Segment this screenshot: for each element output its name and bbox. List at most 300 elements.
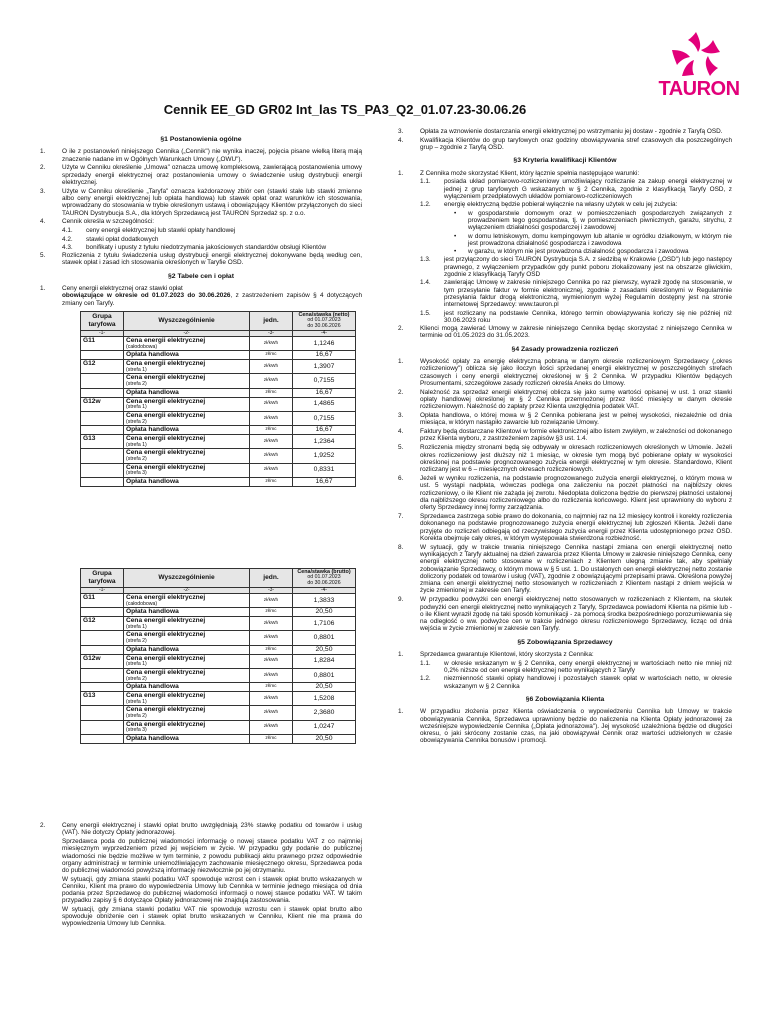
tariff-group: G12 [81, 360, 124, 374]
list-item [40, 822, 362, 837]
row-description [124, 720, 250, 734]
row-unit: zł/mc [250, 426, 293, 435]
bullet-text: w garażu, w którym nie jest prowadzona działalność gospodarcza i zawodowa [468, 248, 689, 256]
bullet-text: w gospodarstwie domowym oraz w pomieszczeniach gospodarczych związanych z prowadzeniem tego gospodarstwa, tj. w pomieszczeniach piwnicznych, garażu, strychu, z wyłączeniem działalności gospodarczej i zawodowej [468, 209, 732, 232]
row-name: Cena energii elektrycznej [126, 449, 206, 457]
table-row [81, 477, 356, 486]
column-index: -1- [81, 587, 124, 594]
period-to: do 30.06.2026 [307, 579, 341, 586]
row-unit: zł/kWh [250, 374, 293, 388]
row-value: 0,7155 [293, 374, 356, 388]
item-number: 3. [398, 128, 404, 135]
sub-item [62, 236, 362, 243]
row-note: (całodobowa) [126, 343, 158, 350]
sub-text: niezmienność stawki opłaty handlowej i pozostałych stawek opłat w wartościach netto, w okresie wskazanym w § 2 Cennika [444, 675, 732, 690]
col-header-price [293, 569, 356, 588]
row-value: 20,50 [293, 645, 356, 654]
tariff-group [81, 351, 124, 360]
sub-item [420, 256, 732, 278]
column-index: -1- [81, 330, 124, 337]
row-description [124, 463, 250, 477]
tariff-group [81, 720, 124, 734]
row-unit: zł/kWh [250, 594, 293, 608]
item-text: Z Cennika może skorzystać Klient, który łącznie spełnia następujące warunki: [420, 169, 640, 177]
tariff-group: G13 [81, 434, 124, 448]
row-description [124, 351, 250, 360]
column-index: -3- [250, 330, 293, 337]
row-value: 16,67 [293, 351, 356, 360]
item-number: 2. [398, 325, 404, 333]
column-index: -4- [293, 330, 356, 337]
row-description [124, 477, 250, 486]
list-item [398, 428, 732, 443]
col-header-unit: jedn. [250, 311, 293, 330]
list-item [398, 170, 732, 177]
sub-item [420, 675, 732, 690]
row-description [124, 594, 250, 608]
table-row [81, 463, 356, 477]
row-unit: zł/mc [250, 683, 293, 692]
row-description [124, 706, 250, 720]
item-number: 2. [398, 388, 404, 396]
row-description [124, 645, 250, 654]
row-name: Cena energii elektrycznej [126, 617, 206, 625]
row-unit: zł/kWh [250, 360, 293, 374]
row-name: Cena energii elektrycznej [126, 668, 206, 676]
row-unit: zł/kWh [250, 449, 293, 463]
row-unit: zł/kWh [250, 706, 293, 720]
sub-number: 1.2. [420, 675, 431, 683]
row-unit: zł/kWh [250, 337, 293, 351]
column-index: -2- [124, 330, 250, 337]
section-3-heading: §3 Kryteria kwalifikacji Klientów [513, 157, 617, 165]
list-item [40, 148, 362, 163]
table-row [81, 631, 356, 645]
sub-number: 1.1. [420, 659, 431, 667]
item-number: 7. [398, 512, 404, 520]
price-header-label: Cena/stawka (netto) [298, 311, 350, 318]
row-name: Opłata handlowa [126, 608, 179, 616]
price-header-label: Cena/stawka (brutto) [297, 569, 351, 575]
item-text: Sprzedawca gwarantuje Klientowi, który skorzysta z Cennika: [420, 651, 594, 658]
row-note: (strefa 1) [126, 404, 147, 411]
item-text: W sytuacji, gdy w trakcie trwania niniejszego Cennika nastąpi zmiana cen energii elektrycznej netto wynikających z Taryfy aktualnej na dzień zawarcia przez Klienta Umowy w zakresie niniejszego Cennika, ceny energii elektrycznej netto stosowane w rozliczeniach z Klientem ulegną zmianie tak, aby spełniały zobowiązanie Sprzedawcy, o którym mowa w § 5 ust. 1. Do ustalonych cen energii elektrycznej netto zostanie doliczony podatek od towarów i usług (VAT), zgodnie z obowiązującymi przepisami prawa. Określona powyżej zmiana cen energii elektrycznej netto stosowanych w rozliczeniach z Klientem nastąpi z dniem wejścia w życie zmienionej w zakresie cen Taryfy. [420, 543, 732, 595]
left-column [40, 130, 362, 487]
table-row [81, 374, 356, 388]
tariff-group [81, 668, 124, 682]
logo-text: TAURON [658, 78, 740, 100]
tariff-group [81, 645, 124, 654]
row-description [124, 411, 250, 425]
item-text: Opłata za wznowienie dostarczania energii elektrycznej po wstrzymaniu jej dostaw - zgodnie z Taryfą OSD. [420, 128, 723, 135]
list-item [398, 412, 732, 427]
row-name: Cena energii elektrycznej [126, 691, 206, 699]
row-value: 1,2364 [293, 434, 356, 448]
row-unit: zł/kWh [250, 691, 293, 705]
list-item [398, 651, 732, 658]
item-number: 1. [40, 285, 46, 293]
paragraph: W sytuacji, gdy zmiana stawki podatku VAT nie spowoduje wzrostu cen i stawek opłat brutto albo spowoduje obniżenie cen i stawek opłat brutto wskazanych w Cenniku, Klient nie ma prawa do wypowiedzenia Umowy lub Cennika. [62, 905, 362, 928]
row-name: Cena energii elektrycznej [126, 397, 206, 405]
item-number: 3. [398, 412, 404, 420]
row-unit: zł/mc [250, 608, 293, 617]
sub-number: 4.1. [62, 227, 73, 235]
column-index: -3- [250, 587, 293, 594]
row-name: Opłata handlowa [126, 645, 179, 653]
row-unit: zł/kWh [250, 397, 293, 411]
list-item [398, 389, 732, 411]
page-title: Cennik EE_GD GR02 Int_las TS_PA3_Q2_01.07.23-30.06.26 [163, 102, 527, 117]
row-note: (strefa 1) [126, 366, 147, 373]
row-note: (strefa 2) [126, 418, 147, 425]
left-column-brutto [40, 564, 362, 744]
row-description [124, 683, 250, 692]
table-header-row [81, 311, 356, 330]
item-text: Należność za sprzedaż energii elektrycznej oblicza się jako sumę wartości opisanej w ust. 1 oraz stawki opłaty handlowej określonej w § 2 Cennika przemnożonej przez ilość miesięcy w danym okresie rozliczeniowym. Należność do zapłaty przez Klienta uwzględnia podatek VAT. [420, 388, 732, 411]
row-unit: zł/kWh [250, 434, 293, 448]
tariff-group [81, 734, 124, 743]
item-text [62, 285, 362, 307]
row-note: (strefa 2) [126, 456, 147, 462]
table-row [81, 337, 356, 351]
table-row [81, 351, 356, 360]
row-note: (strefa 2) [126, 638, 147, 645]
row-value: 16,67 [293, 426, 356, 435]
col-header-spec: Wyszczególnienie [124, 311, 250, 330]
row-name: Cena energii elektrycznej [126, 594, 206, 602]
sub-item [62, 227, 362, 234]
item-number: 5. [40, 252, 46, 260]
section-2-heading: §2 Tabele cen i opłat [168, 272, 234, 280]
row-name: Cena energii elektrycznej [126, 434, 206, 442]
row-name: Opłata handlowa [126, 477, 179, 485]
list-item [398, 544, 732, 595]
sub-text: zawierając Umowę w zakresie niniejszego Cennika po raz pierwszy, wyraził zgodę na stosowanie, w tym przesyłanie faktur w formie elektronicznej, zgodnie z zasadami określonymi w Regulaminie przesyłania faktur drogą elektroniczną, wymienionym wyżej Regulamin dostępny jest na stronie internetowej Sprzedawcy: www.tauron.pl [444, 279, 732, 309]
tauron-star-icon [670, 30, 722, 78]
item-text-a: Ceny energii elektrycznej oraz stawki opłat [62, 285, 183, 293]
item-number: 1. [398, 358, 404, 366]
tariff-group: G11 [81, 337, 124, 351]
list-item [40, 252, 362, 267]
table-row [81, 397, 356, 411]
row-unit: zł/mc [250, 645, 293, 654]
item-number: 2. [40, 164, 46, 172]
sub-number: 1.5. [420, 309, 431, 317]
item-text: W przypadku podwyżki cen energii elektrycznej netto stosowanych w rozliczeniach z Klientem, na skutek podwyżki cen energii elektrycznej netto wynikających z Taryfy, Sprzedawca powiadomi Klienta na piśmie lub - o ile Klient wyraził zgodę na taki sposób komunikacji - za pomocą środka bezpośredniego porozumiewania się na odległość o ww. podwyżce cen w trakcie jednego okresu rozliczeniowego Sprzedawcy, licząc od dnia wejścia w życie zmienionej w zakresie cen Taryfy. [420, 596, 732, 633]
row-description [124, 617, 250, 631]
item-number: 2. [40, 822, 46, 829]
table-row [81, 449, 356, 463]
list-item [398, 325, 732, 340]
sub-text: w okresie wskazanym w § 2 Cennika, ceny energii elektrycznej w wartościach netto nie mniej niż 0,2% niższe od cen energii elektrycznej netto wynikających z Taryfy [444, 659, 732, 675]
row-value: 1,5208 [293, 691, 356, 705]
row-name: Opłata handlowa [126, 426, 179, 434]
row-name: Cena energii elektrycznej [126, 360, 206, 368]
list-item [40, 218, 362, 225]
row-value: 1,0247 [293, 720, 356, 734]
item-number: 8. [398, 543, 404, 551]
row-unit: zł/kWh [250, 720, 293, 734]
sub-number: 4.2. [62, 235, 73, 243]
bullet-item [454, 233, 732, 248]
section-1-heading: §1 Postanowienia ogólne [160, 136, 242, 143]
row-name: Cena energii elektrycznej [126, 654, 206, 662]
tariff-group [81, 608, 124, 617]
row-note: (strefa 3) [126, 727, 147, 734]
col-header-group: Grupa taryfowa [81, 569, 124, 588]
row-unit: zł/kWh [250, 411, 293, 425]
bullet-icon: • [454, 209, 457, 217]
item-number: 9. [398, 596, 404, 604]
paragraph: W sytuacji, gdy zmiana stawki podatku VAT spowoduje wzrost cen i stawek opłat brutto wskazanych w Cenniku, Klient ma prawo do wypowiedzenia Umowy lub Cennika w terminie jednego miesiąca od dnia podania przez Sprzedawcę do publicznej wiadomości informacji o nowej stawce podatku VAT. W takim przypadku zapisy § 6 dotyczące Opłaty jednorazowej nie znajdują zastosowania. [62, 875, 362, 905]
list-item [398, 708, 732, 744]
item-text: Kwalifikacja Klientów do grup taryfowych oraz godziny obowiązywania stref czasowych dla poszczególnych grup – zgodnie z Taryfą OSD. [420, 136, 732, 152]
item-number: 4. [398, 136, 404, 144]
tariff-group: G11 [81, 594, 124, 608]
bullet-item [454, 248, 732, 255]
tariff-group [81, 374, 124, 388]
row-description [124, 691, 250, 705]
row-value: 0,8801 [293, 668, 356, 682]
table-row [81, 645, 356, 654]
tariff-group: G12w [81, 654, 124, 668]
item-text: Wysokość opłaty za energię elektryczną pobraną w danym okresie rozliczeniowym Sprzedawcy („okres rozliczeniowy") oblicza się jako iloczyn ilości sprzedanej energii elektrycznej w poszczególnych strefach czasowych i ceny energii elektrycznej określonej w § 2 Cennika. W przypadku Klientów będących Prosumentami, szczegółowe zasady rozliczeń określa Aneks do Umowy. [420, 358, 732, 387]
list-item [40, 188, 362, 217]
item-text-c: , z zastrzeżeniem zapisów § 4 dotyczących zmiany cen Taryfy. [62, 292, 363, 307]
left-column-bottom [40, 822, 362, 929]
row-description [124, 397, 250, 411]
tariff-group [81, 631, 124, 645]
item-text: Użyte w Cenniku określenie „Umowa" oznacza umowę kompleksową, zawierającą postanowienia umowy sprzedaży energii elektrycznej oraz postanowienia umowy o świadczenie usług dystrybucji energii elektrycznej. [62, 164, 362, 186]
row-name: Cena energii elektrycznej [126, 720, 206, 728]
list-item [398, 444, 732, 473]
item-text: Ceny energii elektrycznej i stawki opłat brutto uwzględniają 23% stawkę podatku od towarów i usług (VAT). Nie dotyczy Opłaty jednorazowej. [62, 822, 362, 837]
paragraph: Sprzedawca poda do publicznej wiadomości informację o nowej stawce podatku VAT z co najmniej miesięcznym wyprzedzeniem przed jej wejściem w życie. W przypadku gdy podanie do publicznej wiadomości nie będzie możliwe w tym terminie, z powodu publikacji aktu prawnego przez odpowiednie organy administracji w terminie uniemożliwiającym zachowanie miesięcznego okresu, Sprzedawca poda do publicznej wiadomości powyższą informację niezwłocznie po jej otrzymaniu. [62, 838, 362, 875]
table-row [81, 411, 356, 425]
row-value: 20,50 [293, 734, 356, 743]
row-unit: zł/kWh [250, 631, 293, 645]
item-number: 4. [40, 218, 46, 226]
table-row [81, 691, 356, 705]
row-note: (strefa 1) [126, 441, 147, 448]
table-row [81, 594, 356, 608]
row-unit: zł/kWh [250, 668, 293, 682]
sub-text: jest rozliczany na podstawie Cennika, którego termin obowiązywania kończy się nie później niż 30.06.2023 roku [444, 309, 732, 324]
row-unit: zł/kWh [250, 617, 293, 631]
sub-item [420, 310, 732, 325]
tariff-group: G13 [81, 691, 124, 705]
section-4-heading: §4 Zasady prowadzenia rozliczeń [511, 345, 619, 353]
row-description [124, 608, 250, 617]
row-note: (strefa 3) [126, 470, 147, 477]
row-value: 16,67 [293, 388, 356, 397]
row-value: 1,3833 [293, 594, 356, 608]
row-value: 0,8331 [293, 463, 356, 477]
sub-text: stawki opłat dodatkowych [86, 235, 159, 243]
item-number: 5. [398, 444, 404, 452]
tariff-group [81, 426, 124, 435]
tariff-group: G12 [81, 617, 124, 631]
row-value: 2,3680 [293, 706, 356, 720]
sub-number: 1.1. [420, 178, 431, 186]
list-item [398, 596, 732, 632]
tariff-group: G12w [81, 397, 124, 411]
row-value: 1,1246 [293, 337, 356, 351]
table-row [81, 706, 356, 720]
row-note: (strefa 1) [126, 698, 147, 705]
col-header-group: Grupa taryfowa [81, 311, 124, 330]
item-number: 1. [398, 651, 404, 658]
list-item [40, 164, 362, 186]
sub-text: ceny energii elektrycznej lub stawki opłaty handlowej [86, 227, 236, 235]
list-item [398, 137, 732, 152]
row-unit: zł/mc [250, 734, 293, 743]
sub-number: 1.2. [420, 201, 431, 209]
item-text: Użyte w Cenniku określenie „Taryfa" oznacza każdorazowy zbiór cen (stawki stałe lub stawki zmienne albo ceny energii elektrycznej lub opłata handlowa) lub stawek opłat oraz warunków ich stosowania, wprowadzany do stosowania w trybie określonym ustawą i obowiązujący Klientów przyłączonych do sieci TAURON Dystrybucja S.A., dla których Sprzedawcą jest TAURON Sprzedaż sp. z o.o. [62, 187, 362, 217]
row-name: Cena energii elektrycznej [126, 374, 206, 382]
row-name: Cena energii elektrycznej [126, 706, 206, 714]
table-row [81, 734, 356, 743]
row-value: 0,8801 [293, 631, 356, 645]
item-text: Opłata handlowa, o której mowa w § 2 Cennika pobierana jest w pełnej wysokości, niezależnie od dnia miesiąca, w którym nastąpiło zawarcie lub rozwiązanie Umowy. [420, 412, 732, 427]
item-number: 1. [398, 708, 404, 716]
item-number: 3. [40, 187, 46, 195]
sub-item [420, 178, 732, 200]
row-unit: zł/kWh [250, 654, 293, 668]
sub-number: 4.3. [62, 243, 73, 251]
row-note: (strefa 1) [126, 623, 147, 630]
row-note: (strefa 2) [126, 713, 147, 720]
tariff-group [81, 449, 124, 463]
row-value: 20,50 [293, 683, 356, 692]
item-number: 4. [398, 428, 404, 436]
row-description [124, 668, 250, 682]
section-5-heading: §5 Zobowiązania Sprzedawcy [517, 638, 613, 646]
row-note: (strefa 2) [126, 381, 147, 388]
sub-item [420, 279, 732, 308]
table-row [81, 654, 356, 668]
row-value: 1,9252 [293, 449, 356, 463]
item-text: W przypadku złożenia przez Klienta oświadczenia o wypowiedzeniu Cennika lub Umowy w trakcie obowiązywania Cennika, Sprzedawca uprawniony będzie do naliczenia na Klienta Opłaty jednorazowej za wcześniejsze wypowiedzenie Cennika („Opłata jednorazowa"). Jej wysokość uzależniona będzie od długości okresu, o jaki skrócony zostanie czas, na jaki obowiązywał Cennik oraz wartości udzielonych w czasie obowiązywania Cennika bonusów i promocji. [420, 708, 732, 745]
item-number: 6. [398, 474, 404, 482]
row-description [124, 434, 250, 448]
price-table-netto [80, 311, 356, 487]
row-description [124, 426, 250, 435]
list-item [40, 285, 362, 307]
section-4-list [398, 358, 732, 633]
table-row [81, 434, 356, 448]
tariff-group [81, 683, 124, 692]
row-name: Opłata handlowa [126, 683, 179, 691]
tariff-group [81, 411, 124, 425]
list-item [398, 128, 732, 135]
sub-item [420, 201, 732, 208]
row-description [124, 360, 250, 374]
col-header-unit: jedn. [250, 569, 293, 588]
table-row [81, 720, 356, 734]
table-row [81, 668, 356, 682]
table-row [81, 617, 356, 631]
sub-text: bonifikaty i upusty z tytułu niedotrzymania jakościowych standardów obsługi Klientów [86, 243, 327, 251]
item-number: 1. [398, 169, 404, 177]
row-name: Opłata handlowa [126, 734, 179, 742]
column-index: -4- [293, 587, 356, 594]
tauron-logo [654, 30, 744, 102]
item-text: Sprzedawca zastrzega sobie prawo do dokonania, co najmniej raz na 12 miesięcy kontroli i korekty rozliczenia dokonanego na podstawie prognozowanego zużycia energii elektrycznej lub zgłoszeń Klienta. Jeżeli dane przyjęte do rozliczeń odbiegają od rzeczywistego zużycia energii przez Klienta udostępnionego przez OSD. Korekta obejmuje cały okres, w którym występowała stwierdzona rozbieżność. [420, 512, 732, 542]
row-unit: zł/kWh [250, 463, 293, 477]
row-value: 1,4865 [293, 397, 356, 411]
col-header-spec: Wyszczególnienie [124, 569, 250, 588]
bullet-icon: • [454, 248, 457, 256]
row-value: 0,7155 [293, 411, 356, 425]
bullet-icon: • [454, 232, 457, 240]
row-description [124, 631, 250, 645]
item-text: Rozliczenia z tytułu świadczenia usług dystrybucji energii elektrycznej dokonywane będą według cen, stawek opłat i zasad ich stosowania określonych w Taryfie OSD. [62, 252, 362, 267]
row-name: Cena energii elektrycznej [126, 463, 206, 471]
table-row [81, 608, 356, 617]
row-value: 1,8284 [293, 654, 356, 668]
row-name: Cena energii elektrycznej [126, 337, 206, 345]
row-name: Cena energii elektrycznej [126, 631, 206, 639]
list-item [398, 475, 732, 511]
row-note: (strefa 2) [126, 675, 147, 682]
sub-number: 1.3. [420, 256, 431, 264]
row-description [124, 337, 250, 351]
sub-number: 1.4. [420, 279, 431, 287]
period-from: od 01.07.2023 [307, 574, 341, 580]
row-description [124, 374, 250, 388]
list-item [398, 358, 732, 387]
row-name: Cena energii elektrycznej [126, 411, 206, 419]
item-text: Klienci mogą zawierać Umowy w zakresie niniejszego Cennika będąc skorzystać z niniejszego Cennika w terminie od 01.05.2023 do 31.05.2023. [420, 325, 732, 340]
row-description [124, 388, 250, 397]
row-value: 16,67 [293, 477, 356, 486]
list-item [398, 513, 732, 542]
row-unit: zł/mc [250, 351, 293, 360]
row-unit: zł/mc [250, 388, 293, 397]
item-text: O ile z postanowień niniejszego Cennika („Cennik") nie wynika inaczej, pojęcia pisane wielką literą mają znaczenie nadane im w Ogólnych Warunkach Umowy („OWU"). [62, 148, 362, 163]
column-index: -2- [124, 587, 250, 594]
item-text: Jeżeli w wyniku rozliczenia, na podstawie prognozowanego zużycia energii elektrycznej, o którym mowa w ust. 5 wystąpi nadpłata, wówczas podlega ona zaliczeniu na poczet płatności na najbliższy okres rozliczeniowy, o ile Klient nie zażąda jej zwrotu. Niedopłata doliczona będzie do pierwszej płatności ustalonej dla najbliższego okresu rozliczeniowego albo do rozliczenia końcowego. Klient jest uprawniony do wyboru z oferty Sprzedawcy innej formy zarządzania. [420, 474, 732, 512]
section-6-heading: §6 Zobowiązania Klienta [525, 695, 605, 703]
row-description [124, 654, 250, 668]
table-row [81, 388, 356, 397]
row-unit: zł/mc [250, 477, 293, 486]
tariff-group [81, 706, 124, 720]
row-description [124, 449, 250, 463]
sub-text: posiada układ pomiarowo-rozliczeniowy umożliwiający rozliczanie za zakup energii elektrycznej w jednej z grup taryfowych G wskazanych w § 2 Cennika, zgodnie z klasyfikacją Taryfy OSD, z wyłączeniem przedpłatowych układów pomiarowo-rozliczeniowych [444, 178, 732, 201]
row-value: 1,3907 [293, 360, 356, 374]
row-name: Opłata handlowa [126, 388, 179, 396]
col-header-price [293, 311, 356, 330]
row-value: 20,50 [293, 608, 356, 617]
sub-item [62, 244, 362, 251]
item-text: Cennik określa w szczególności: [62, 218, 154, 226]
bullet-text: w domu letniskowym, domu kempingowym lub altanie w ogródku działkowym, w którym nie jest prowadzona działalność gospodarcza i zawodowa [468, 232, 732, 247]
right-column [398, 128, 732, 746]
sub-item [420, 660, 732, 675]
row-name: Opłata handlowa [126, 351, 179, 359]
sub-text: energię elektryczną będzie pobierał wyłącznie na własny użytek w celu jej zużycia: [444, 201, 678, 209]
period-to: do 30.06.2026 [307, 322, 341, 329]
table-row [81, 426, 356, 435]
validity-period: obowiązujące w okresie od 01.07.2023 do 30.06.2026 [62, 292, 231, 300]
table-row [81, 360, 356, 374]
row-note: (strefa 1) [126, 661, 147, 668]
row-note: (całodobowa) [126, 600, 158, 607]
tariff-group [81, 477, 124, 486]
bullet-item [454, 210, 732, 232]
